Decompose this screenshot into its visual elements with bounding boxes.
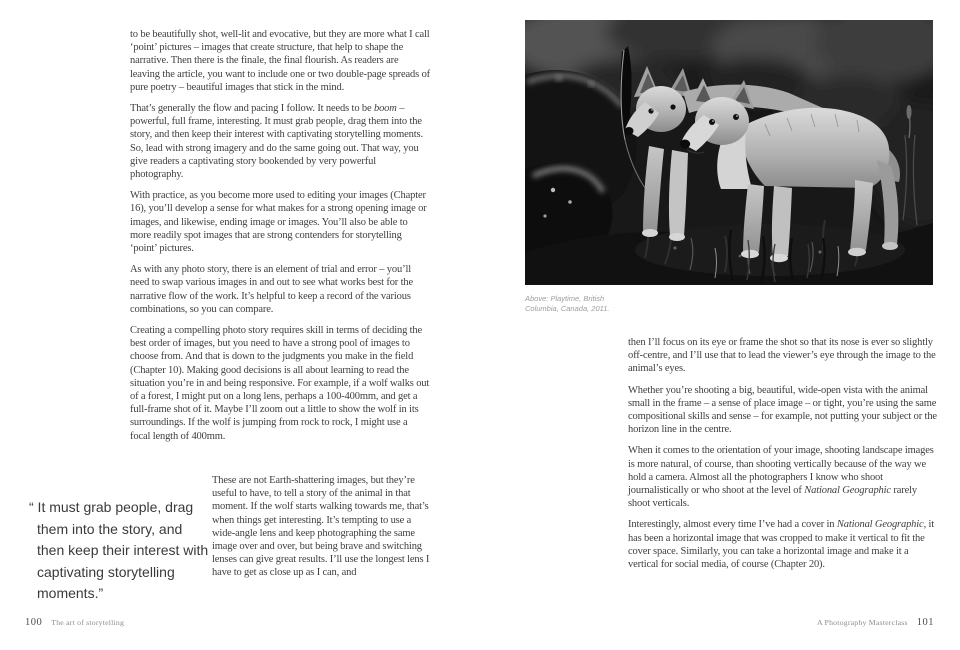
body-paragraph: Whether you’re shooting a big, beautiful, wide-open vista with the animal small in the frame – a sense of place image – or tight, you’re using the same compositional skills and sense – for example, not putting your subject or the horizon line in the centre. [628,384,937,436]
left-narrow-column [212,474,430,588]
wolf-pups-illustration [525,20,933,285]
pull-quote: “ It must grab people, drag them into the story, and then keep their interest with captivating storytelling moments.” [29,499,209,601]
running-head-chapter: The art of storytelling [51,618,125,627]
running-head-book-title: A Photography Masterclass [816,618,908,627]
body-paragraph: These are not Earth-shattering images, but they’re useful to have, to tell a story of the animal in that moment. If the wolf starts walking towards me, that’s when things get interesting. It’s tempting to use a wide-angle lens and keep photographing the same image over and over, but being brave and switching lenses can give great results. I’ll use the longest lens I have to get as close up as I can, and [212,475,430,579]
left-page-footer [25,617,124,628]
body-paragraph: Creating a compelling photo story requires skill in terms of deciding the best order of images, but you need to have a strong pool of images to choose from. And that is down to the judgments you make in the field (Chapter 10). Making good decisions is all about learning to read the situation you’re in and being responsive. For example, if a wolf walks out of a forest, I might put on a long lens, perhaps a 100-400mm, and get a full-frame shot of it. Maybe I’ll zoom out a little to show the wolf in its surroundings. If the wolf is jumping from rock to rock, I might use a focal length of 400mm. [130,325,430,442]
page-number-right: 101 [916,617,934,628]
body-paragraph: Interestingly, almost every time I’ve had a cover in National Geographic, it has been a horizontal image that was cropped to make it vertical to fit the cover space. Similarly, you can take a horizontal image and make it a vertical for social media, of course (Chapter 20). [628,519,935,571]
wolf-pups-photo [525,20,933,285]
photo-caption: Above: Playtime, British Columbia, Canada, 2011. [525,294,610,313]
body-paragraph: then I’ll focus on its eye or frame the shot so that its nose is ever so slightly off-centre, and I’ll use that to lead the viewer’s eye through the image to the animal’s eyes. [628,337,936,375]
body-paragraph: With practice, as you become more used to editing your images (Chapter 16), you’ll develop a sense for what makes for a strong opening image or images, and likewise, ending image or images. You’ll also be able to more readily spot images that are strong contenders for storytelling ‘point’ pictures. [130,190,427,255]
right-text-column [628,336,940,579]
body-paragraph: When it comes to the orientation of your image, shooting landscape images is more natural, of course, than shooting vertically because of the way we hold a camera. Almost all the photographers I know who shoot journalistically or who shoot at the level of National Geographic rarely shoot verticals. [628,445,934,510]
body-paragraph: to be beautifully shot, well-lit and evocative, but they are more what I call ‘point’ pictures – images that create structure, that help to shape the narrative. Then there is the finale, the final flourish. As readers are leaving the article, you want to include one or two double-page spreads of pure poetry – beautiful images that stick in the mind. [130,29,431,93]
right-page-footer [817,617,934,628]
body-paragraph: That’s generally the flow and pacing I follow. It needs to be boom – powerful, full frame, interesting. It must grab people, drag them into the story, and then keep their interest with captivating storytelling moments. So, lead with strong imagery and do the same going out. That way, you give readers a captivating story bookended by very powerful photography. [130,103,423,181]
left-text-column [130,28,430,451]
body-paragraph: As with any photo story, there is an element of trial and error – you’ll need to swap various images in and out to see what works best for the narrative flow of the work. It’s helpful to keep a record of the various combinations, so you can compare. [130,264,413,315]
page-number-left: 100 [25,617,43,628]
